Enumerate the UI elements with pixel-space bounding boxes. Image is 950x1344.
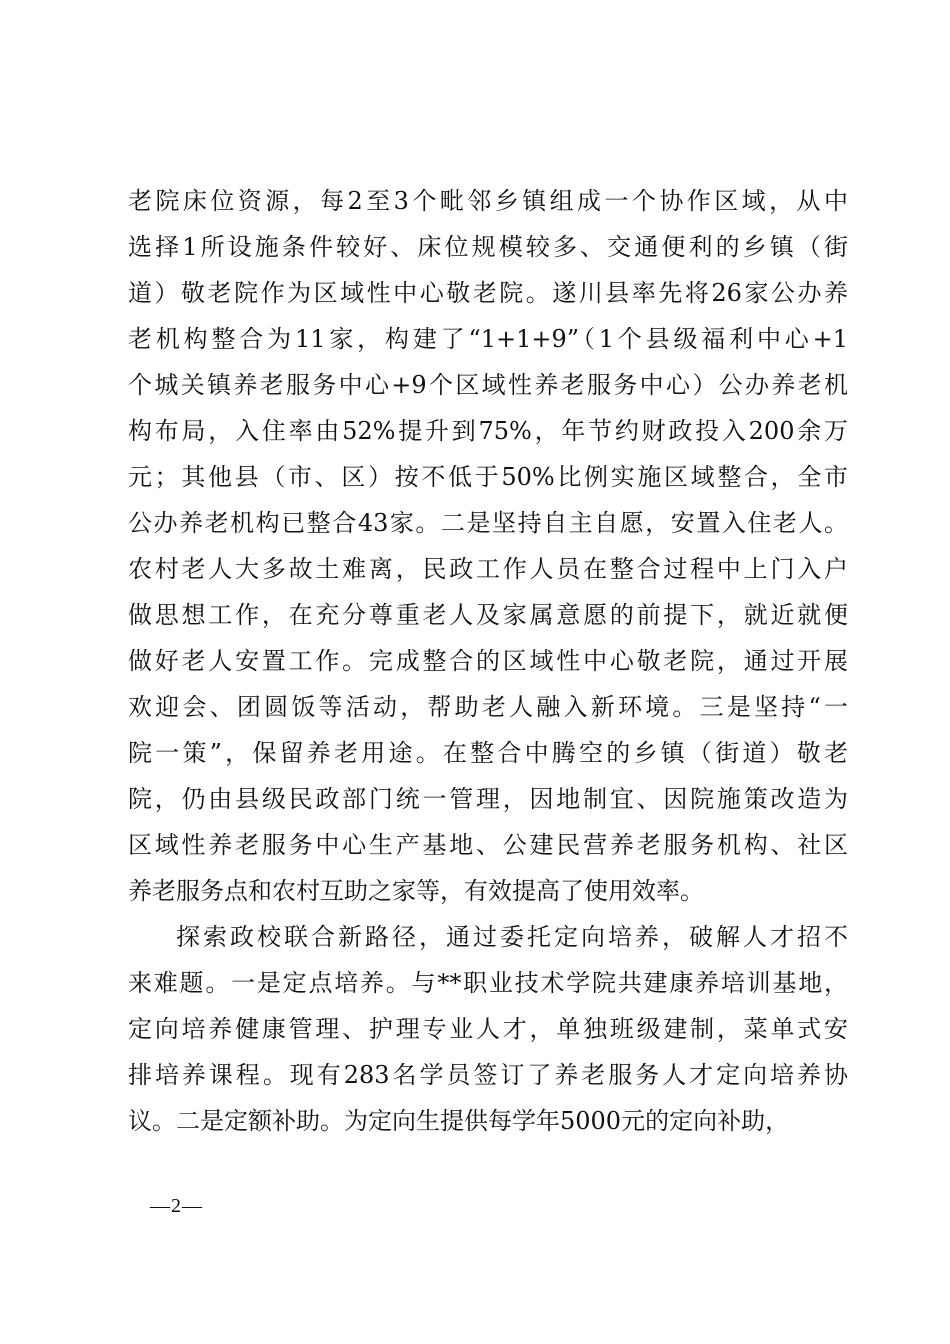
text-line: 元；其他县（市、区）按不低于50%比例实施区域整合，全市 <box>128 463 848 491</box>
paragraph-1 <box>128 178 848 914</box>
paragraph-2 <box>128 914 848 1144</box>
text-line: 院一策”，保留养老用途。在整合中腾空的乡镇（街道）敬老 <box>128 739 848 767</box>
text-line: 院，仍由县级民政部门统一管理，因地制宜、因院施策改造为 <box>128 785 848 813</box>
text-line: 做思想工作，在充分尊重老人及家属意愿的前提下，就近就便 <box>128 601 848 629</box>
text-line: 选择1所设施条件较好、床位规模较多、交通便利的乡镇（街 <box>128 233 848 261</box>
text-line: 个城关镇养老服务中心+9个区域性养老服务中心）公办养老机 <box>128 371 848 399</box>
text-line: 定向培养健康管理、护理专业人才，单独班级建制，菜单式安 <box>128 1015 848 1043</box>
text-line: 构布局，入住率由52%提升到75%，年节约财政投入200余万 <box>128 417 848 445</box>
text-line: 欢迎会、团圆饭等活动，帮助老人融入新环境。三是坚持“一 <box>128 693 848 721</box>
body-text <box>128 178 848 1144</box>
text-line: 探索政校联合新路径，通过委托定向培养，破解人才招不 <box>176 923 848 951</box>
text-line: 老院床位资源，每2至3个毗邻乡镇组成一个协作区域，从中 <box>128 187 848 215</box>
text-line: 农村老人大多故土难离，民政工作人员在整合过程中上门入户 <box>128 555 848 583</box>
text-line: 道）敬老院作为区域性中心敬老院。遂川县率先将26家公办养 <box>128 279 848 307</box>
text-line: 排培养课程。现有283名学员签订了养老服务人才定向培养协 <box>128 1061 848 1089</box>
text-line: 来难题。一是定点培养。与**职业技术学院共建康养培训基地， <box>128 969 848 997</box>
text-line: 公办养老机构已整合43家。二是坚持自主自愿，安置入住老人。 <box>128 509 848 537</box>
text-line: 区域性养老服务中心生产基地、公建民营养老服务机构、社区 <box>128 831 848 859</box>
page-number: —2— <box>150 1195 203 1217</box>
text-line: 做好老人安置工作。完成整合的区域性中心敬老院，通过开展 <box>128 647 848 675</box>
text-line: 养老服务点和农村互助之家等，有效提高了使用效率。 <box>128 877 704 905</box>
text-line: 老机构整合为11家，构建了“1+1+9”（1个县级福利中心+1 <box>128 325 848 353</box>
text-line: 议。二是定额补助。为定向生提供每学年5000元的定向补助， <box>128 1107 790 1135</box>
